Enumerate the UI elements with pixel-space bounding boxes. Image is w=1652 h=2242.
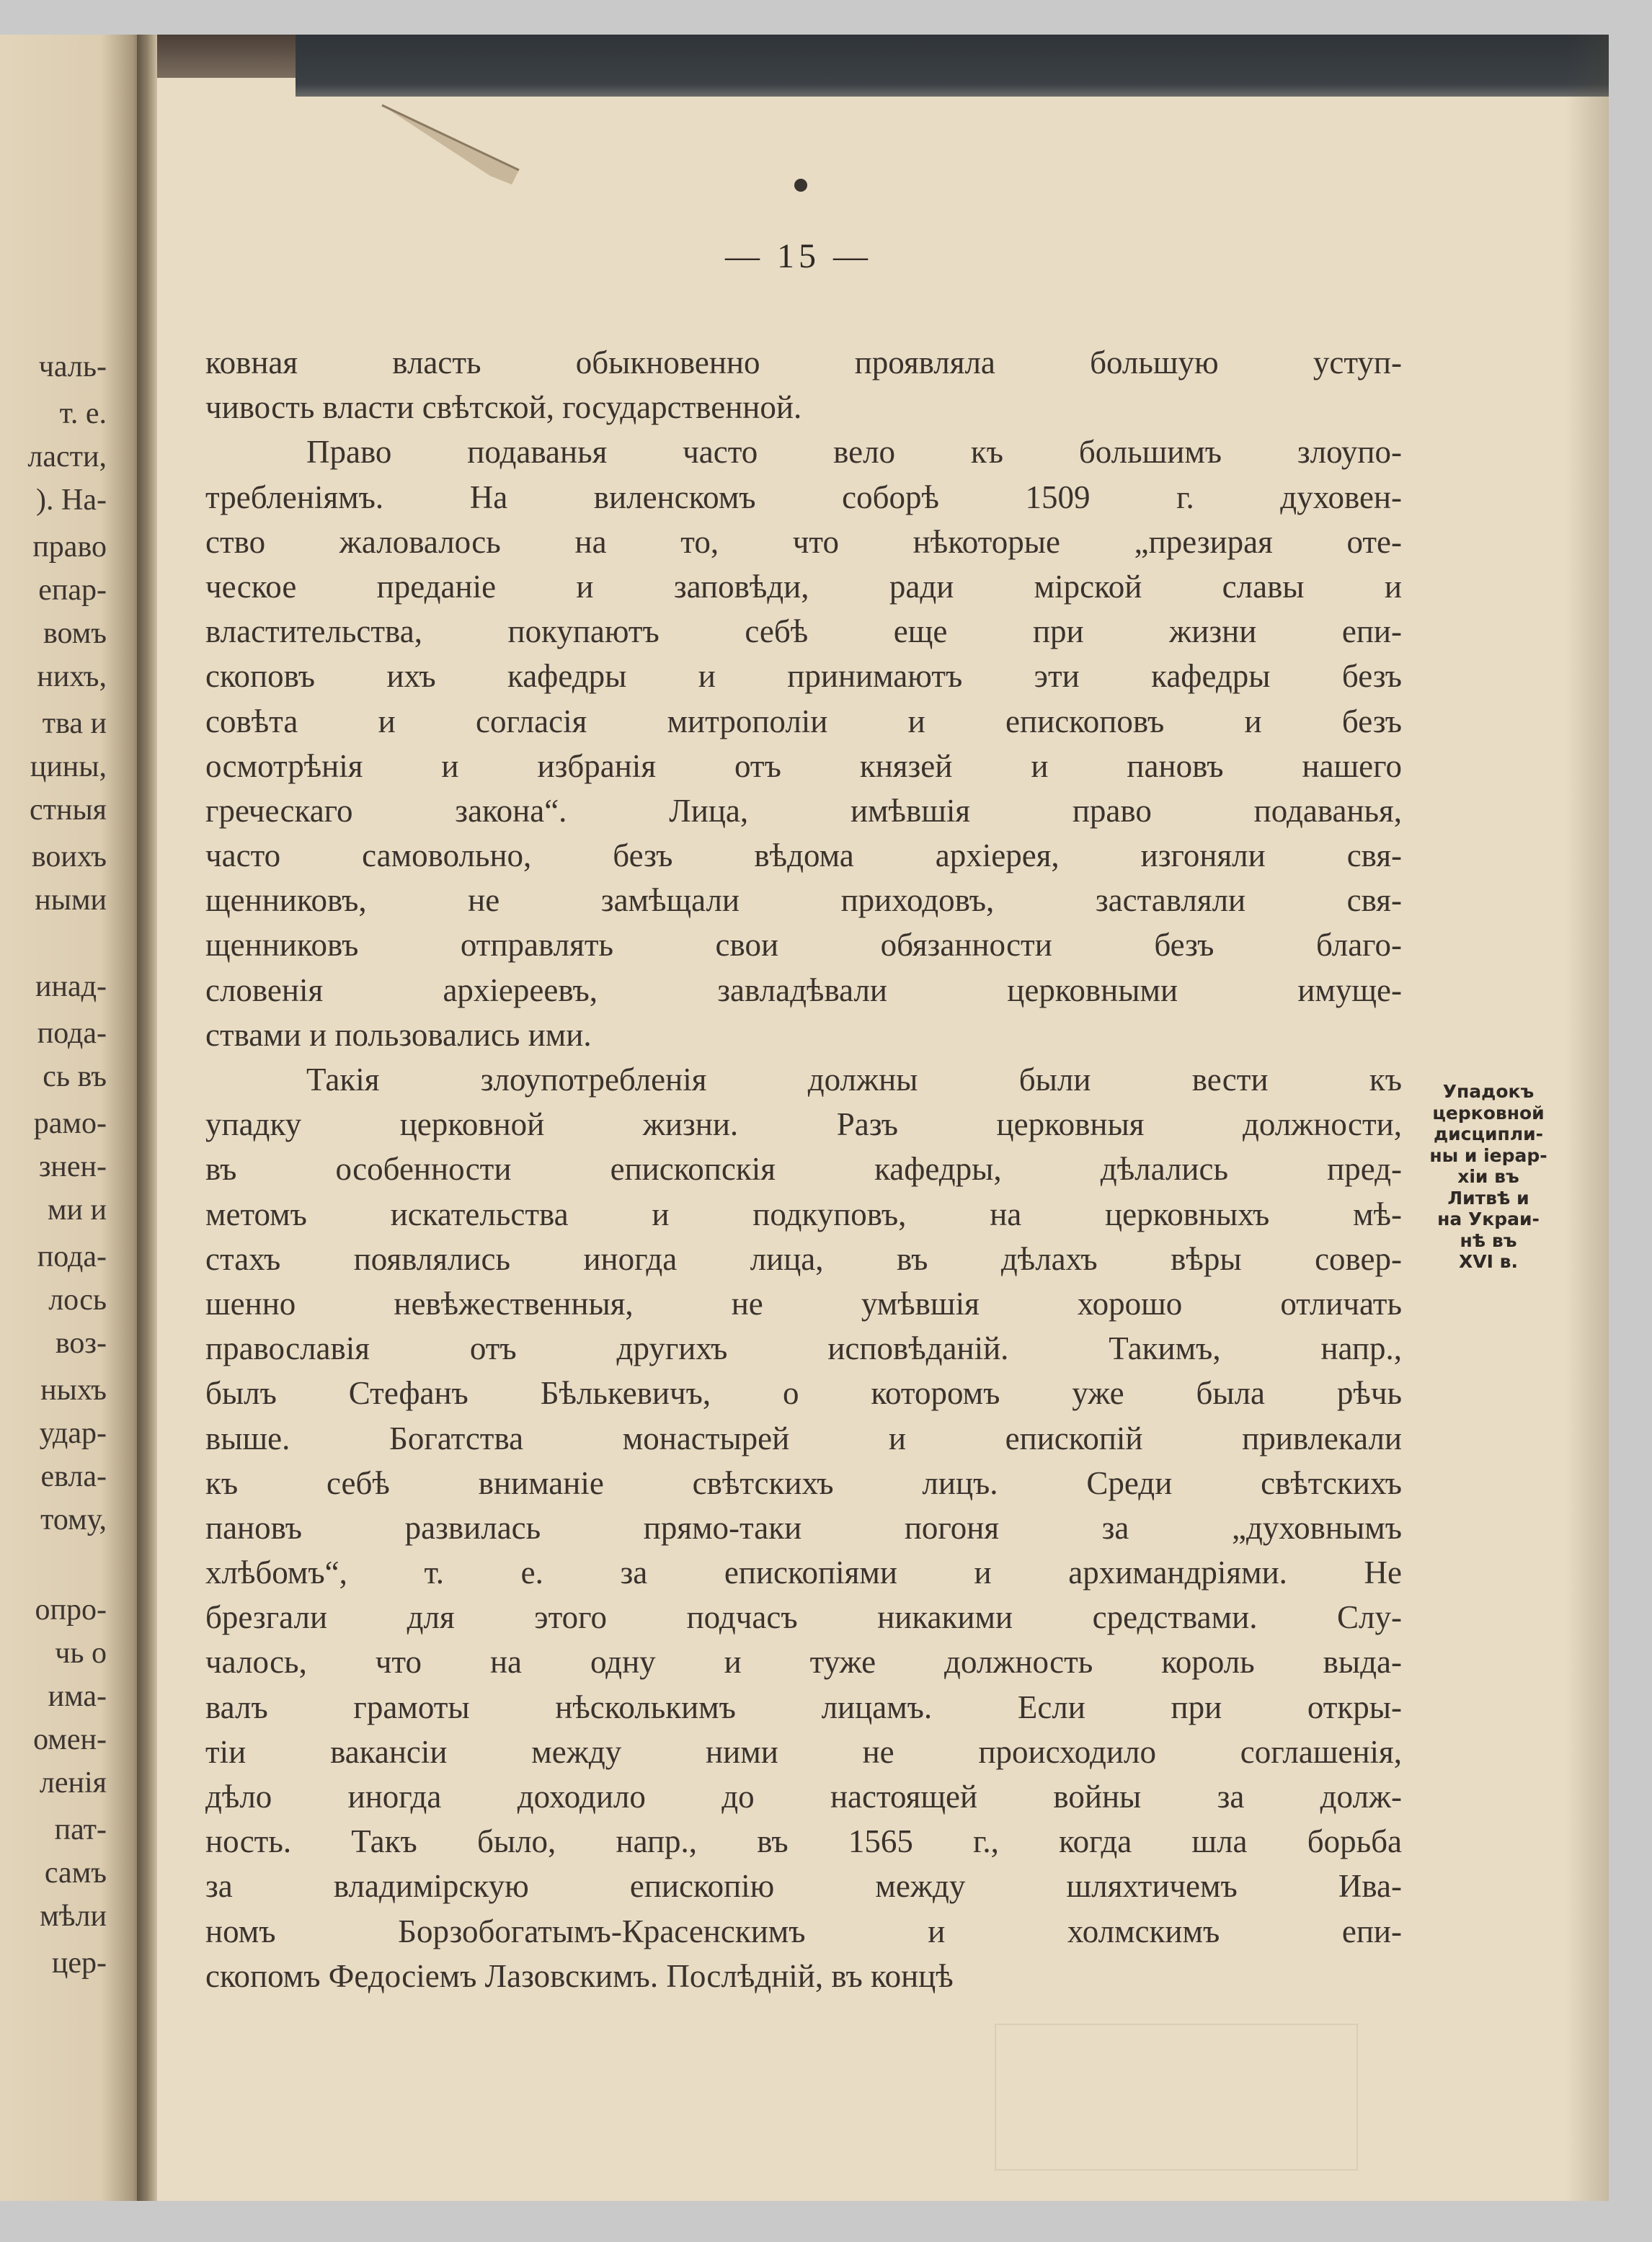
text-line: Право подаванья часто вело къ большимъ злоупо-: [306, 434, 1402, 471]
left-page-fragment: право: [32, 530, 107, 564]
left-page-fragment: тому,: [40, 1503, 107, 1536]
text-line: валъ грамоты нѣсколькимъ лицамъ. Если при откры-: [205, 1689, 1402, 1725]
paper-stain: [995, 2024, 1358, 2171]
text-line: щенниковъ, не замѣщали приходовъ, заставляли свя-: [205, 882, 1402, 919]
text-line: чивость власти свѣтской, государственной.: [205, 389, 802, 426]
left-page-fragment: стныя: [29, 793, 107, 827]
text-line: стахъ появлялись иногда лица, въ дѣлахъ вѣры совер-: [205, 1240, 1402, 1277]
margin-note-line: Упадокъ: [1442, 1081, 1535, 1102]
left-page-fragment: ныхъ: [40, 1374, 107, 1407]
text-line: ческое преданіе и заповѣди, ради мірской славы и: [205, 568, 1402, 605]
left-page-fragment: чаль-: [38, 350, 107, 383]
margin-note-line: на Украи-: [1437, 1209, 1540, 1229]
left-page-fragment: ). На-: [36, 484, 107, 517]
margin-note-line: церковной: [1432, 1102, 1545, 1124]
text-line: осмотрѣнія и избранія отъ князей и пановъ нашего: [205, 747, 1402, 784]
text-line: шенно невѣжественныя, не умѣвшія хорошо отличать: [205, 1285, 1402, 1322]
page-number: — 15 —: [725, 237, 872, 275]
left-page-fragment: удар-: [39, 1417, 107, 1450]
left-page-fragment: мѣли: [40, 1900, 107, 1933]
left-page-fragment: лось: [48, 1284, 107, 1317]
text-line: чалось, что на одну и туже должность король выда-: [205, 1644, 1402, 1681]
left-page-fragment: сь въ: [43, 1060, 107, 1093]
text-line: ствами и пользовались ими.: [205, 1016, 592, 1053]
text-line: пановъ развилась прямо-таки погоня за „духовнымъ: [205, 1509, 1402, 1546]
margin-note-line: ны и іерар-: [1429, 1144, 1547, 1166]
left-page-fragment: ными: [35, 884, 107, 917]
text-line: номъ Борзобогатымъ-Красенскимъ и холмскимъ епи-: [205, 1913, 1402, 1949]
body-text: [205, 340, 1402, 1998]
left-page-fragment: знен-: [38, 1150, 107, 1183]
text-line: хлѣбомъ“, т. е. за епископіями и архимандріями. Не: [205, 1554, 1402, 1591]
text-line: въ особенности епископскія кафедры, дѣлались пред-: [205, 1151, 1402, 1188]
text-line: дѣло иногда доходило до настоящей войны за долж-: [205, 1779, 1402, 1815]
text-line: ность. Такъ было, напр., въ 1565 г., когда шла борьба: [205, 1823, 1402, 1860]
margin-note-line: Литвѣ и: [1447, 1187, 1529, 1209]
text-line: совѣта и согласія митрополіи и епископовъ и безъ: [205, 703, 1402, 739]
text-line: брезгали для этого подчасъ никакими средствами. Слу-: [205, 1599, 1402, 1636]
text-line: метомъ искательства и подкуповъ, на церковныхъ мѣ-: [205, 1196, 1402, 1232]
left-page-fragment: пода-: [37, 1017, 107, 1050]
text-line: щенниковъ отправлять свои обязанности безъ благо-: [205, 927, 1402, 964]
left-page-edge: [0, 35, 144, 2201]
text-line: тіи вакансіи между ними не происходило соглашенія,: [205, 1733, 1402, 1770]
text-line: греческаго закона“. Лица, имѣвшія право подаванья,: [205, 792, 1402, 829]
left-page-fragment: пода-: [37, 1240, 107, 1273]
text-line: православія отъ другихъ исповѣданій. Такимъ, напр.,: [205, 1330, 1402, 1367]
text-line: упадку церковной жизни. Разъ церковныя должности,: [205, 1106, 1402, 1143]
left-page-fragment: цины,: [30, 750, 107, 783]
left-page-fragment: инад-: [35, 970, 107, 1003]
left-page-fragment: ласти,: [27, 440, 107, 473]
text-line: требленіямъ. На виленскомъ соборѣ 1509 г. духовен-: [205, 479, 1402, 515]
left-page-fragment: ми и: [47, 1193, 107, 1227]
left-page-fragment: тва и: [42, 707, 107, 740]
text-line: властительства, покупаютъ себѣ еще при жизни епи-: [205, 613, 1402, 650]
folded-corner-mark: [375, 91, 533, 192]
left-page-fragment: чь о: [55, 1637, 107, 1670]
scanned-page: [0, 35, 1609, 2201]
text-line: скоповъ ихъ кафедры и принимаютъ эти кафедры безъ: [205, 658, 1402, 695]
text-line: за владимірскую епископію между шляхтичемъ Ива-: [205, 1868, 1402, 1905]
text-line: былъ Стефанъ Бѣлькевичъ, о которомъ уже была рѣчь: [205, 1375, 1402, 1412]
top-dark-band: [296, 35, 1609, 97]
text-line: къ себѣ вниманіе свѣтскихъ лицъ. Среди свѣтскихъ: [205, 1464, 1402, 1501]
left-page-fragment: има-: [48, 1680, 107, 1713]
margin-note: [1402, 1081, 1575, 1273]
left-page-fragment: воихъ: [31, 840, 107, 873]
left-page-fragment: опро-: [35, 1593, 107, 1627]
margin-note-line: XVI в.: [1459, 1251, 1518, 1272]
left-page-fragment: ленія: [39, 1766, 107, 1800]
margin-note-line: дисципли-: [1433, 1124, 1544, 1144]
left-page-fragment: пат-: [54, 1813, 107, 1846]
left-page-fragment: вомъ: [43, 617, 107, 650]
text-line: Такія злоупотребленія должны были вести къ: [306, 1062, 1402, 1098]
text-line: часто самовольно, безъ вѣдома архіерея, изгоняли свя-: [205, 837, 1402, 874]
book-gutter: [137, 35, 157, 2201]
left-page-fragment: епар-: [38, 574, 107, 607]
left-page-fragment: нихъ,: [37, 660, 107, 693]
left-page-fragment: самъ: [44, 1856, 107, 1890]
ink-dot: [794, 179, 807, 192]
left-page-fragment: цер-: [51, 1947, 107, 1980]
left-page-fragment: воз-: [55, 1327, 107, 1360]
left-page-fragment: рамо-: [33, 1107, 107, 1140]
text-line: ковная власть обыкновенно проявляла большую уступ-: [205, 344, 1402, 381]
margin-note-line: хіи въ: [1457, 1166, 1519, 1187]
margin-note-line: нѣ въ: [1460, 1229, 1517, 1251]
left-page-fragment: т. е.: [59, 397, 107, 430]
left-page-fragment: омен-: [33, 1723, 107, 1756]
text-line: выше. Богатства монастырей и епископій привлекали: [205, 1420, 1402, 1456]
text-line: ство жаловалось на то, что нѣкоторые „презирая оте-: [205, 523, 1402, 560]
text-line: словенія архіереевъ, завладѣвали церковными имуще-: [205, 971, 1402, 1008]
left-page-fragment: евла-: [40, 1460, 107, 1493]
text-line: скопомъ Федосіемъ Лазовскимъ. Послѣдній, въ концѣ: [205, 1957, 954, 1994]
